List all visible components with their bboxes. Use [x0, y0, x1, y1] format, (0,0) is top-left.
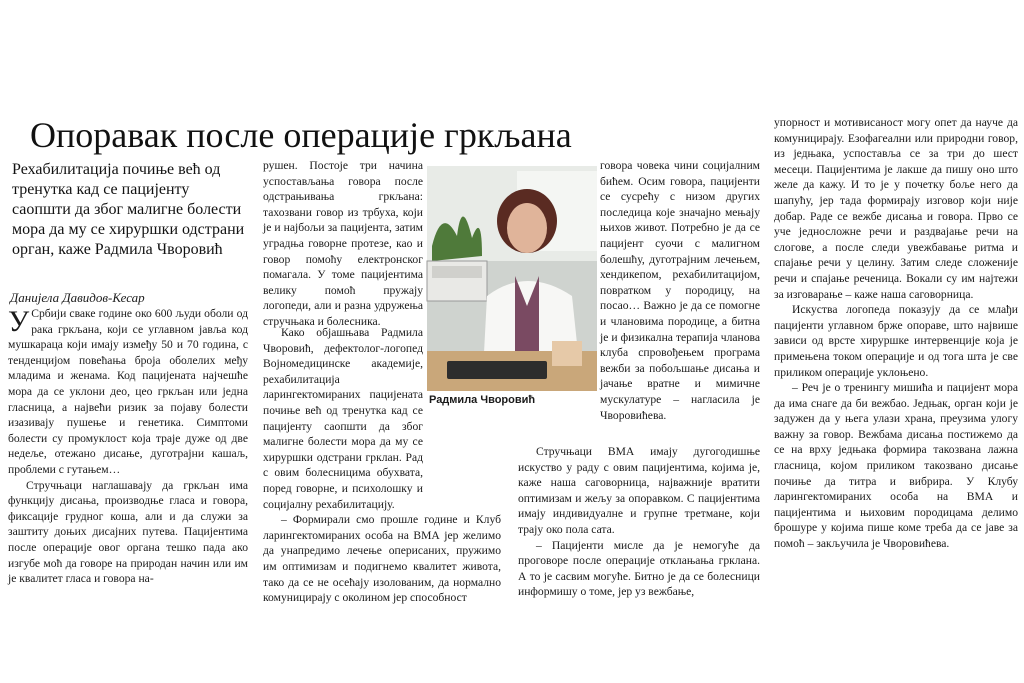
text-column-3-lower [518, 444, 760, 599]
paragraph: Стручњаци ВМА имају дугогодишње искуство у раду с овим пацијентима, којима је, каже наша саговорница, најважније вратити оптимизам и жељу за опоравком. С пацијентима имају индивидуалне и групне третмане, који трају око пола сата. [518, 445, 760, 536]
portrait-photo [427, 166, 597, 391]
paragraph: Како објашњава Радмила Чворовић, дефектолог-логопед Војномедицинске академије, рехабилитација ларингектомираних пацијената почиње већ од тренутка кад се пацијенту саопшти да због малигне болести мора да му се хируршки одстрани грклан. Рад с овим болесницима обухвата, поред говорне, и психолошку и социјалну рехабилитацију. [263, 326, 423, 511]
paragraph: рушен. Постоје три начина успостављања говора после одстрањивања гркљана: тахозвани говор из трбуха, који је и најбољи за пацијента, затим уградња говорне протезе, као и говор помоћу електронског помагала. У томе пацијентима велику помоћ пружају логопеди, али и разна удружења стручњака и болесника. [263, 159, 423, 328]
text-column-1 [8, 305, 248, 586]
paragraph [8, 306, 248, 478]
paragraph: Искуства логопеда показују да се млађи пацијенти углавном брже опораве, што највише зависи од врсте хируршке интервенције која је примењена током операције и од тога шта је све приликом операције уклоњено. [774, 303, 1018, 379]
paragraph-text: Србији сваке године око 600 људи оболи од рака гркљана, који се углавном јавља код мушкараца који имају између 50 и 70 година, с тенденцијом повећања броја оболелих међу младима и женама. Код пацијената најчешће мора да се уклони део, цео гркљан или једна гласница, а највећи ризик за појаву болести изазивају пушење и генетика. Симптоми болести су промуклост која траје дуже од две недеље, отежано дисање, дуготрајни кашаљ, проблеми с гутањем… [8, 307, 248, 476]
article-deck: Рехабилитација почиње већ од тренутка кад се пацијенту саопшти да због малигне болести мора да му се хируршки одстрани орган, каже Радмила Чворовић [12, 161, 245, 258]
paragraph: Стручњаци наглашавају да гркљан има функцију дисања, производње гласа и говора, фиксације грудног коша, али и да служи за заштиту доњих дисајних путева. Пацијентима после операције овог органа тешко пада ако изгубе моћ да говоре на природан начин или им је квалитет гласа и говора на- [8, 478, 248, 586]
paragraph: – Формирали смо прошле године и Клуб ларингектомираних особа на ВМА јер желимо да унапредимо лечење оперисаних, пружимо им оптимизам и подигнемо квалитет живота, тако да се не осећају изолованим, да нормално комуницирају с околином јер способност [263, 513, 501, 605]
paragraph: – Пацијенти мисле да је немогуће да проговоре после операције отклањања грклана. А то је сасвим могуће. Битно је да се болесници информишу о томе, јер уз вежбање, [518, 538, 760, 599]
text-column-3-upper [600, 158, 760, 438]
headline: Опоравак после операције гркљана [30, 115, 572, 155]
drop-cap: У [8, 305, 30, 338]
paragraph: – Реч је о тренингу мишића и пацијент мора да има снаге да би вежбао. Једњак, орган који је задужен да у њега улази храна, преузима улогу важну за говор. Вежбама дисања постижемо да се на врху једњака формира такозвана лажна гласница, којом приликом такозвано дисање почиње да титра и вибрира. У Клубу ларингектомираних особа на ВМА и пацијентима и њиховим породицама делимо брошуре у којима пише коме треба да се јаве за помоћ – закључила је Чворовићева. [774, 381, 1018, 551]
paragraph: упорност и мотивисаност могу опет да науче да комуницирају. Езофагеални или природни говор, из једњака, успоставља се за три до шест месеци. Пацијентима је лакше да пишу оно што желе да кажу. И то је у почетку боље него да шапућу, јер тада формирају изговор који није добар. Раде се вежбе дисања и говора. Прво се уче једносложне речи и раздвајање речи на слогове, а после следи увежбавање ритма и спајање речи у целину. Затим следе сложеније речи и спајање реченица. Вокали су им најтежи за изговарање – каже наша саговорница. [774, 116, 1018, 301]
byline: Данијела Давидов-Кесар [10, 290, 145, 305]
paragraph: говора човека чини социјалним бићем. Осим говора, пацијенти се сусрећу с низом других последица које значајно мењају њихов живот. Потребно је да се пацијент суочи с малигном болешћу, дуготрајним лечењем, хендикепом, рехабилитацијом, повратком у породицу, на посао… Важно је да се помогне и члановима породице, а битна је и физикална терапија чланова клуба спровођењем програма вежби за побољшање дисања и јачање вратне и мимичне мускулатуре – нагласила је Чворовићева. [600, 159, 760, 422]
text-column-4 [774, 115, 1018, 575]
photo-caption: Радмила Чворовић [429, 394, 536, 406]
portrait-illustration [427, 166, 597, 391]
